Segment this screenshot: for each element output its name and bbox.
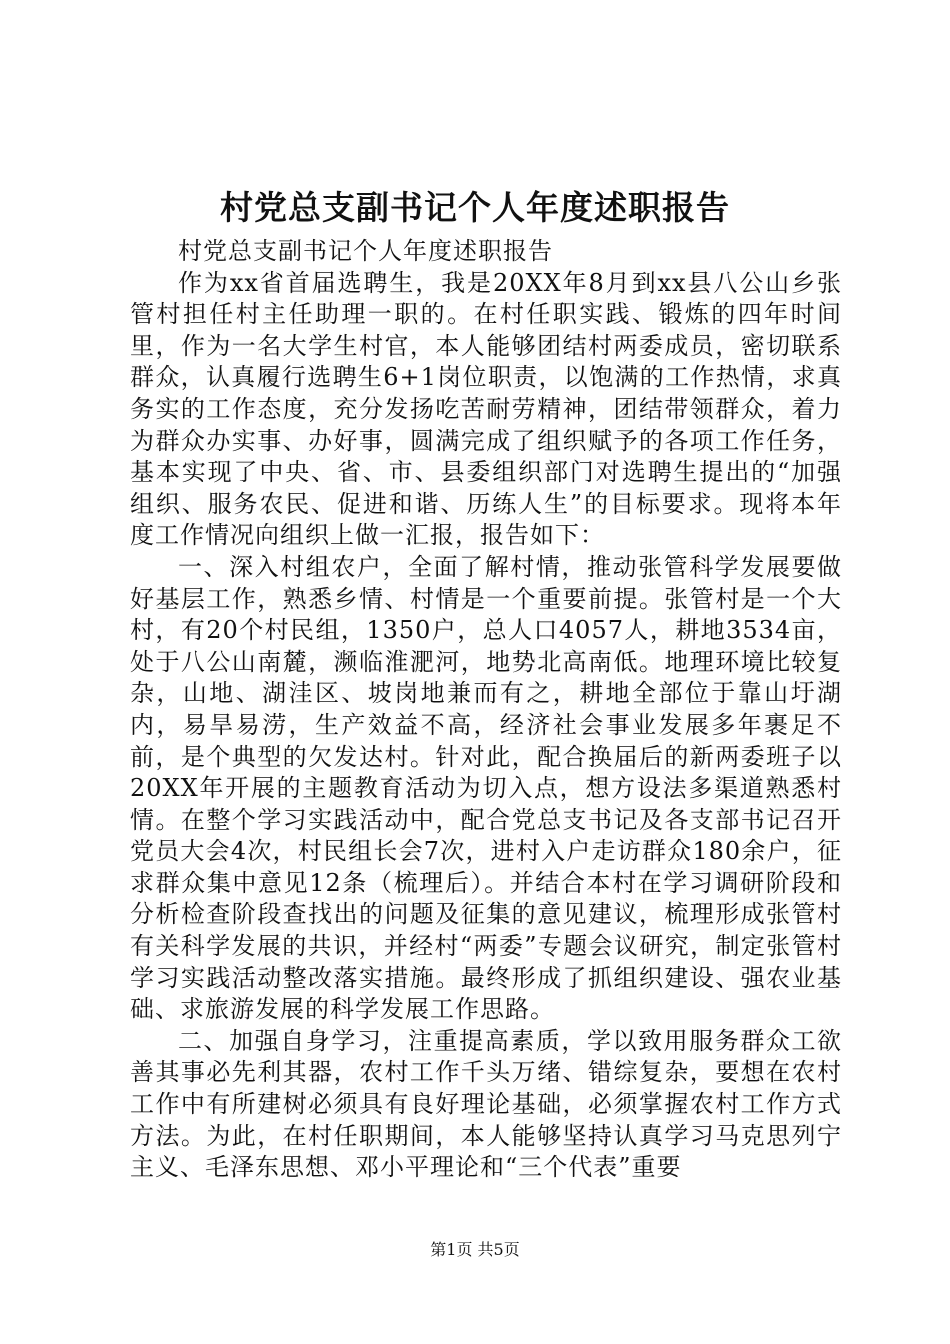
document-title: 村党总支副书记个人年度述职报告 (220, 188, 730, 227)
document-body (130, 236, 842, 1184)
paragraph-intro: 作为xx省首届选聘生，我是20XX年8月到xx县八公山乡张管村担任村主任助理一职的。在村任职实践、锻炼的四年时间里，作为一名大学生村官，本人能够团结村两委成员，密切联系群众，认真履行选聘生6+1岗位职责，以饱满的工作热情，求真务实的工作态度，充分发扬吃苦耐劳精神，团结带领群众，着力为群众办实事、办好事，圆满完成了组织赋予的各项工作任务，基本实现了中央、省、市、县委组织部门对选聘生提出的“加强组织、服务农民、促进和谐、历练人生”的目标要求。现将本年度工作情况向组织上做一汇报，报告如下： (130, 268, 842, 550)
paragraph-section-one: 一、深入村组农户，全面了解村情，推动张管科学发展要做好基层工作，熟悉乡情、村情是一个重要前提。张管村是一个大村，有20个村民组，1350户，总人口4057人，耕地3534亩，处于八公山南麓，濒临淮淝河，地势北高南低。地理环境比较复杂，山地、湖洼区、坡岗地兼而有之，耕地全部位于靠山圩湖内，易旱易涝，生产效益不高，经济社会事业发展多年裹足不前，是个典型的欠发达村。针对此，配合换届后的新两委班子以20XX年开展的主题教育活动为切入点，想方设法多渠道熟悉村情。在整个学习实践活动中，配合党总支书记及各支部书记召开党员大会4次，村民组长会7次，进村入户走访群众180余户，征求群众集中意见12条（梳理后）。并结合本村在学习调研阶段和分析检查阶段查找出的问题及征集的意见建议，梳理形成张管村有关科学发展的共识，并经村“两委”专题会议研究，制定张管村学习实践活动整改落实措施。最终形成了抓组织建设、强农业基础、求旅游发展的科学发展工作思路。 (130, 552, 842, 1024)
page-number-footer: 第1页 共5页 (430, 1240, 520, 1259)
paragraph-subtitle: 村党总支副书记个人年度述职报告 (178, 237, 553, 265)
paragraph-section-two: 二、加强自身学习，注重提高素质，学以致用服务群众工欲善其事必先利其器，农村工作千头万绪、错综复杂，要想在农村工作中有所建树必须具有良好理论基础，必须掌握农村工作方式方法。为此，在村任职期间，本人能够坚持认真学习马克思列宁主义、毛泽东思想、邓小平理论和“三个代表”重要 (130, 1026, 842, 1182)
